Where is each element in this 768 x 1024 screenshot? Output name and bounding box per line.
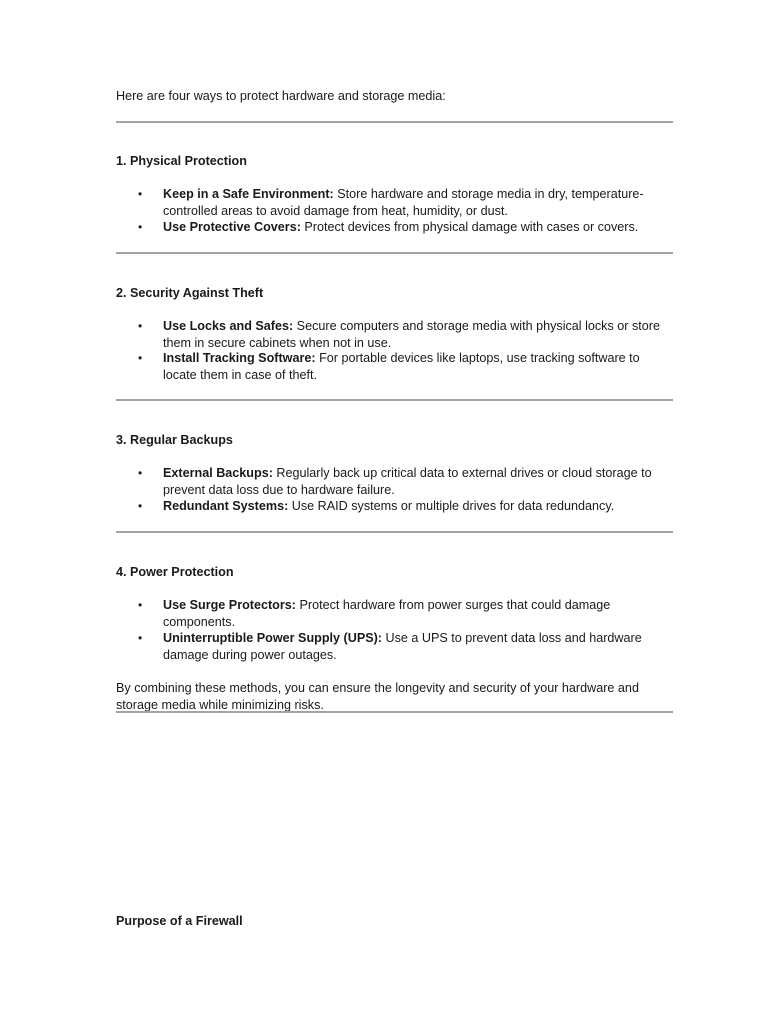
list-item-term: Use Surge Protectors:: [163, 598, 296, 612]
list-item-text: Use RAID systems or multiple drives for data redundancy.: [288, 499, 615, 513]
intro-text: Here are four ways to protect hardware and storage media:: [116, 89, 446, 103]
bullet-icon: •: [138, 466, 143, 480]
list-item-term: Uninterruptible Power Supply (UPS):: [163, 631, 383, 645]
section-heading-regular-backups: 3. Regular Backups: [116, 433, 233, 447]
bullet-icon: •: [138, 598, 143, 612]
list-item-text: For portable devices like laptops, use tracking software to locate them in case of theft.: [163, 351, 640, 382]
list-item: [163, 318, 673, 351]
bullet-icon: •: [138, 220, 143, 234]
list-item-term: External Backups:: [163, 466, 273, 480]
list-item: [163, 498, 673, 515]
list-item: [163, 350, 673, 383]
list-item-text: Store hardware and storage media in dry, temperature-controlled areas to avoid damage from heat, humidity, or dust.: [163, 187, 644, 218]
horizontal-rule: [116, 252, 673, 254]
horizontal-rule: [116, 711, 673, 713]
list-item-text: Regularly back up critical data to external drives or cloud storage to prevent data loss due to hardware failure.: [163, 466, 652, 497]
next-section-heading: Purpose of a Firewall: [116, 914, 243, 928]
horizontal-rule: [116, 121, 673, 123]
conclusion-paragraph: By combining these methods, you can ensure the longevity and security of your hardware and storage media while minimizing risks.: [116, 681, 639, 712]
list-item: [163, 465, 673, 498]
list-item-term: Redundant Systems:: [163, 499, 289, 513]
bullet-icon: •: [138, 499, 143, 513]
bullet-icon: •: [138, 631, 143, 645]
list-item-term: Use Protective Covers:: [163, 220, 301, 234]
list-item: [163, 186, 673, 219]
horizontal-rule: [116, 531, 673, 533]
list-item: [163, 597, 673, 630]
bullet-icon: •: [138, 187, 143, 201]
list-item-text: Protect devices from physical damage with cases or covers.: [300, 220, 639, 234]
horizontal-rule: [116, 399, 673, 401]
section-heading-security-against-theft: 2. Security Against Theft: [116, 286, 264, 300]
list-item: [163, 630, 673, 663]
bullet-icon: •: [138, 351, 143, 365]
list-item-term: Use Locks and Safes:: [163, 319, 294, 333]
section-heading-physical-protection: 1. Physical Protection: [116, 154, 247, 168]
list-item-term: Install Tracking Software:: [163, 351, 316, 365]
list-item-text: Use a UPS to prevent data loss and hardware damage during power outages.: [163, 631, 642, 662]
bullet-icon: •: [138, 319, 143, 333]
list-item-text: Secure computers and storage media with physical locks or store them in secure cabinets when not in use.: [163, 319, 660, 350]
list-item-text: Protect hardware from power surges that could damage components.: [163, 598, 611, 629]
list-item-term: Keep in a Safe Environment:: [163, 187, 334, 201]
list-item: [163, 219, 673, 236]
section-heading-power-protection: 4. Power Protection: [116, 565, 234, 579]
